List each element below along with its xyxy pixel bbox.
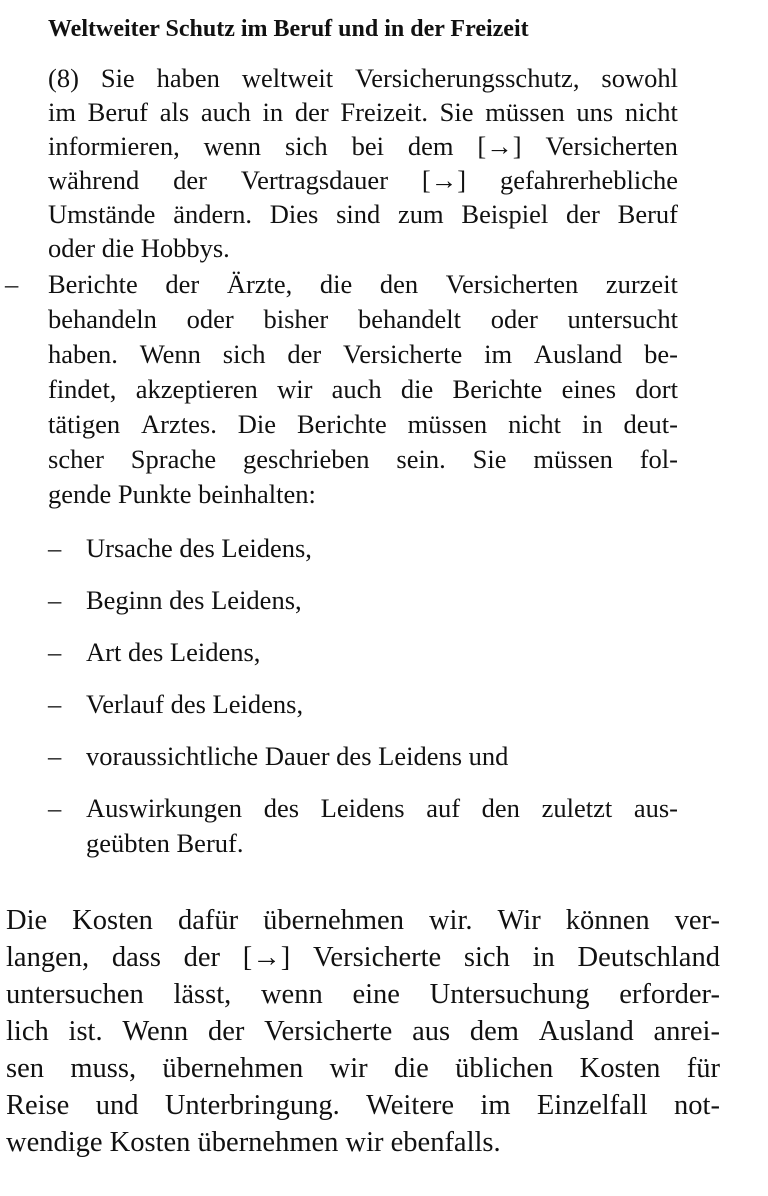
list-dash: – — [5, 269, 19, 299]
word: Versicherte — [264, 1016, 393, 1047]
word: zurzeit — [605, 269, 678, 299]
list-dash: – — [48, 793, 62, 823]
arzt-item-line-5 — [48, 406, 678, 442]
word: während — [48, 165, 140, 195]
word: übernehmen — [162, 1053, 304, 1084]
word: Reise — [6, 1090, 70, 1121]
list-item-text-line-1 — [86, 790, 678, 826]
word: die — [400, 374, 434, 404]
word: Ärzte, — [226, 269, 293, 299]
closing-line-1 — [6, 902, 720, 940]
word: ver- — [674, 905, 720, 936]
arzt-item-line-4 — [48, 371, 678, 407]
arzt-item-line-1 — [48, 266, 678, 302]
word: uns — [576, 97, 614, 127]
paragraph-8-line-5 — [48, 196, 678, 232]
word: Ausland — [538, 1016, 634, 1047]
word: in — [262, 97, 284, 127]
word: Berichte — [296, 409, 387, 439]
word: Vertragsdauer — [240, 165, 389, 195]
word: sowohl — [601, 63, 678, 93]
arzt-item-line-6 — [48, 441, 678, 477]
word: lich — [6, 1016, 49, 1047]
word: Versicherte — [313, 942, 442, 973]
arzt-item-line-7: gende Punkte beinhalten: — [48, 479, 316, 509]
word: Beruf — [87, 97, 149, 127]
word: muss, — [70, 1053, 137, 1084]
closing-line-3 — [6, 976, 720, 1014]
word: Die — [6, 905, 48, 936]
word: Deutschland — [577, 942, 720, 973]
word: akzeptieren — [135, 374, 258, 404]
list-dash: – — [48, 585, 62, 615]
word: Leidens — [320, 793, 405, 823]
word: des — [263, 793, 300, 823]
word: Weitere — [366, 1090, 455, 1121]
word: als — [159, 97, 190, 127]
word: untersucht — [567, 304, 678, 334]
word: Arztes. — [141, 409, 217, 439]
word: wir — [329, 1053, 368, 1084]
paragraph-8-line-1 — [48, 60, 678, 96]
word: in — [581, 409, 603, 439]
word: die — [319, 269, 353, 299]
word: Versicherte — [343, 339, 463, 369]
word: den — [379, 269, 419, 299]
word: der — [173, 165, 207, 195]
list-item-text: Beginn des Leidens, — [86, 585, 302, 615]
word: ist. — [68, 1016, 103, 1047]
word: Wenn — [122, 1016, 189, 1047]
word: der — [294, 97, 329, 127]
word: Versicherten — [545, 131, 678, 161]
arzt-item-line-2 — [48, 301, 678, 337]
list-item-text: Ursache des Leidens, — [86, 533, 312, 563]
word: im — [48, 97, 76, 127]
word: dafür — [177, 905, 239, 936]
word: wir. — [428, 905, 473, 936]
word: Ausland — [533, 339, 623, 369]
word: Die — [237, 409, 277, 439]
word: zum — [398, 199, 444, 229]
word: Versicherungsschutz, — [355, 63, 580, 93]
word: Wenn — [139, 339, 201, 369]
word: dort — [635, 374, 678, 404]
word: haben — [156, 63, 220, 93]
word: müssen — [485, 97, 565, 127]
word: Dies — [269, 199, 319, 229]
word: können — [565, 905, 650, 936]
word: eines — [561, 374, 617, 404]
closing-line-6 — [6, 1087, 720, 1125]
closing-line-5 — [6, 1050, 720, 1088]
word: Kosten — [72, 905, 153, 936]
word: gefahrerhebliche — [499, 165, 678, 195]
word: eine — [352, 979, 400, 1010]
word: sein. — [396, 444, 446, 474]
word: Sie — [100, 63, 135, 93]
paragraph-8-line-2 — [48, 94, 678, 130]
arzt-item-line-3 — [48, 336, 678, 372]
word: der — [287, 339, 322, 369]
word: Auswirkungen — [86, 793, 243, 823]
list-item-text: Art des Leidens, — [86, 637, 261, 667]
word: be- — [644, 339, 678, 369]
word: Sie — [472, 444, 507, 474]
word: Beispiel — [461, 199, 549, 229]
word: üblichen — [455, 1053, 554, 1084]
word: in — [532, 942, 555, 973]
word: lässt, — [173, 979, 232, 1010]
word: im — [480, 1090, 511, 1121]
paragraph-8-line-4 — [48, 162, 678, 198]
word: erforder- — [619, 979, 720, 1010]
word: weltweit — [241, 63, 334, 93]
word: dem — [407, 131, 454, 161]
word: scher — [48, 444, 104, 474]
word: behandelt — [357, 304, 461, 334]
word: sich — [222, 339, 266, 369]
word: fol- — [639, 444, 678, 474]
list-item-text: voraussichtliche Dauer des Leidens und — [86, 741, 509, 771]
word: aus — [412, 1016, 451, 1047]
word: findet, — [48, 374, 117, 404]
word: für — [686, 1053, 720, 1084]
word: Berichte — [452, 374, 543, 404]
word: sich — [284, 131, 328, 161]
word: bei — [351, 131, 384, 161]
word: wenn — [260, 979, 323, 1010]
word: [→] — [421, 165, 467, 195]
word: deut- — [623, 409, 678, 439]
word: Freizeit. — [340, 97, 428, 127]
word: [→] — [477, 131, 522, 161]
word: zuletzt — [541, 793, 613, 823]
list-dash: – — [48, 689, 62, 719]
word: not- — [674, 1090, 720, 1121]
word: sind — [336, 199, 381, 229]
word: dem — [469, 1016, 519, 1047]
word: sen — [6, 1053, 44, 1084]
word: geschrieben — [243, 444, 370, 474]
word: bisher — [263, 304, 329, 334]
word: der — [165, 269, 200, 299]
word: haben. — [48, 339, 118, 369]
word: nicht — [508, 409, 562, 439]
word: auch — [331, 374, 382, 404]
word: auf — [426, 793, 461, 823]
word: oder — [186, 304, 234, 334]
word: informieren, — [48, 131, 180, 161]
word: müssen — [533, 444, 613, 474]
list-dash: – — [48, 637, 62, 667]
paragraph-8-line-6: oder die Hobbys. — [48, 233, 230, 263]
paragraph-8-line-3 — [48, 128, 678, 164]
word: ändern. — [173, 199, 252, 229]
word: Untersuchung — [429, 979, 590, 1010]
closing-line-7: wendige Kosten übernehmen wir ebenfalls. — [6, 1127, 501, 1158]
closing-line-4 — [6, 1013, 720, 1051]
list-dash: – — [48, 533, 62, 563]
word: und — [95, 1090, 139, 1121]
list-item-text-line-2: geübten Beruf. — [86, 828, 244, 858]
list-item-text: Verlauf des Leidens, — [86, 689, 304, 719]
word: die — [393, 1053, 429, 1084]
word: Sie — [439, 97, 474, 127]
word: langen, — [6, 942, 90, 973]
word: wenn — [203, 131, 262, 161]
word: Sprache — [130, 444, 217, 474]
word: [→] — [242, 942, 291, 973]
word: anrei- — [653, 1016, 720, 1047]
word: Wir — [497, 905, 541, 936]
word: aus- — [633, 793, 678, 823]
word: untersuchen — [6, 979, 144, 1010]
word: der — [566, 199, 600, 229]
word: Umstände — [48, 199, 156, 229]
word: nicht — [624, 97, 678, 127]
word: (8) — [48, 63, 79, 93]
word: im — [484, 339, 513, 369]
word: auch — [200, 97, 251, 127]
word: der — [183, 942, 221, 973]
word: oder — [490, 304, 538, 334]
word: dass — [111, 942, 161, 973]
word: Unterbringung. — [164, 1090, 340, 1121]
word: Beruf — [617, 199, 678, 229]
word: den — [481, 793, 520, 823]
word: Einzelfall — [536, 1090, 648, 1121]
word: müssen — [407, 409, 488, 439]
closing-line-2 — [6, 939, 720, 977]
word: sich — [463, 942, 510, 973]
word: Kosten — [579, 1053, 661, 1084]
word: der — [207, 1016, 245, 1047]
word: übernehmen — [263, 905, 404, 936]
word: Berichte — [48, 269, 138, 299]
word: behandeln — [48, 304, 157, 334]
list-dash: – — [48, 741, 62, 771]
word: tätigen — [48, 409, 121, 439]
section-heading: Weltweiter Schutz im Beruf und in der Freizeit — [48, 16, 529, 42]
word: Versicherten — [445, 269, 579, 299]
word: wir — [277, 374, 313, 404]
